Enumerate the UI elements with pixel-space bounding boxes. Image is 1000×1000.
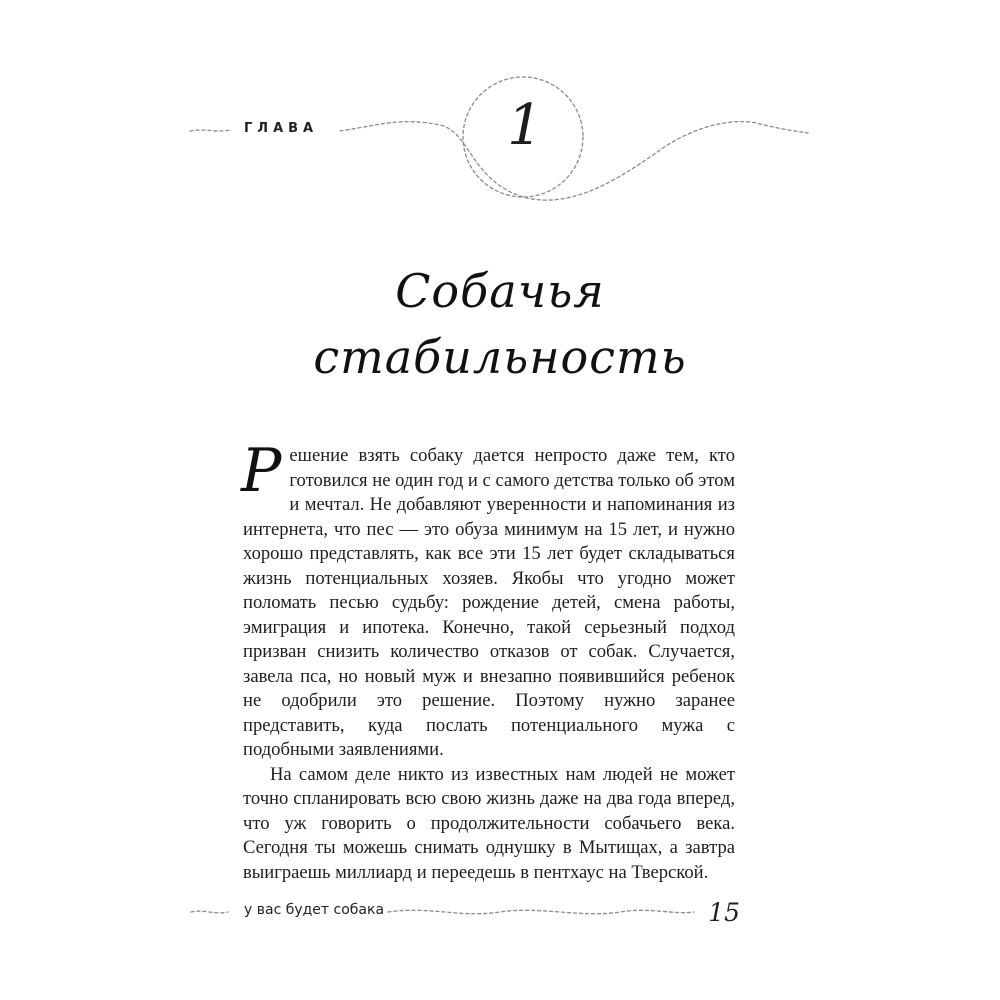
drop-cap: Р (241, 436, 282, 506)
body-text (241, 436, 735, 885)
footer-book-title: у вас будет собака (244, 902, 385, 918)
paragraph-2: На самом деле никто из известных нам людей не может точно спланировать всю свою жизнь даже на два года вперед, что уж говорить о продолжительности собачьего века. Сегодня ты можешь снимать однушку в Мытищах, а завтра выиграешь миллиард и переедешь в пентхаус на Тверской. (243, 763, 735, 883)
chapter-number: 1 (507, 93, 543, 158)
paragraph-1 (241, 436, 735, 763)
chapter-label: ГЛАВА (244, 121, 319, 136)
wavy-line-footer-right (388, 910, 694, 913)
chapter-title-line2: стабильность (313, 330, 687, 384)
wavy-line-footer-left (191, 911, 228, 913)
wavy-line-left (190, 130, 230, 131)
paragraph-1-text: ешение взять собаку дается непросто даже тем, кто готовился не один год и с самого детства только об этом и мечтал. Не добавляют уверенности и напоминания из интернета, что пес — это обуза минимум на 15 лет, и нужно хорошо представлять, как все эти 15 лет будет складываться жизнь потенциальных хозяев. Якобы что угодно может поломать песью судьбу: рождение детей, смена работы, эмиграция и ипотека. Конечно, такой серьезный подход призван снизить количество отказов от собак. Случается, завела пса, но новый муж и внезапно появившийся ребенок не одобрили это решение. Поэтому нужно заранее представить, куда послать потенциального мужа с подобными заявлениями. (243, 445, 735, 760)
chapter-title (250, 258, 750, 390)
chapter-title-line1: Собачья (395, 264, 605, 318)
page-number: 15 (708, 898, 740, 927)
